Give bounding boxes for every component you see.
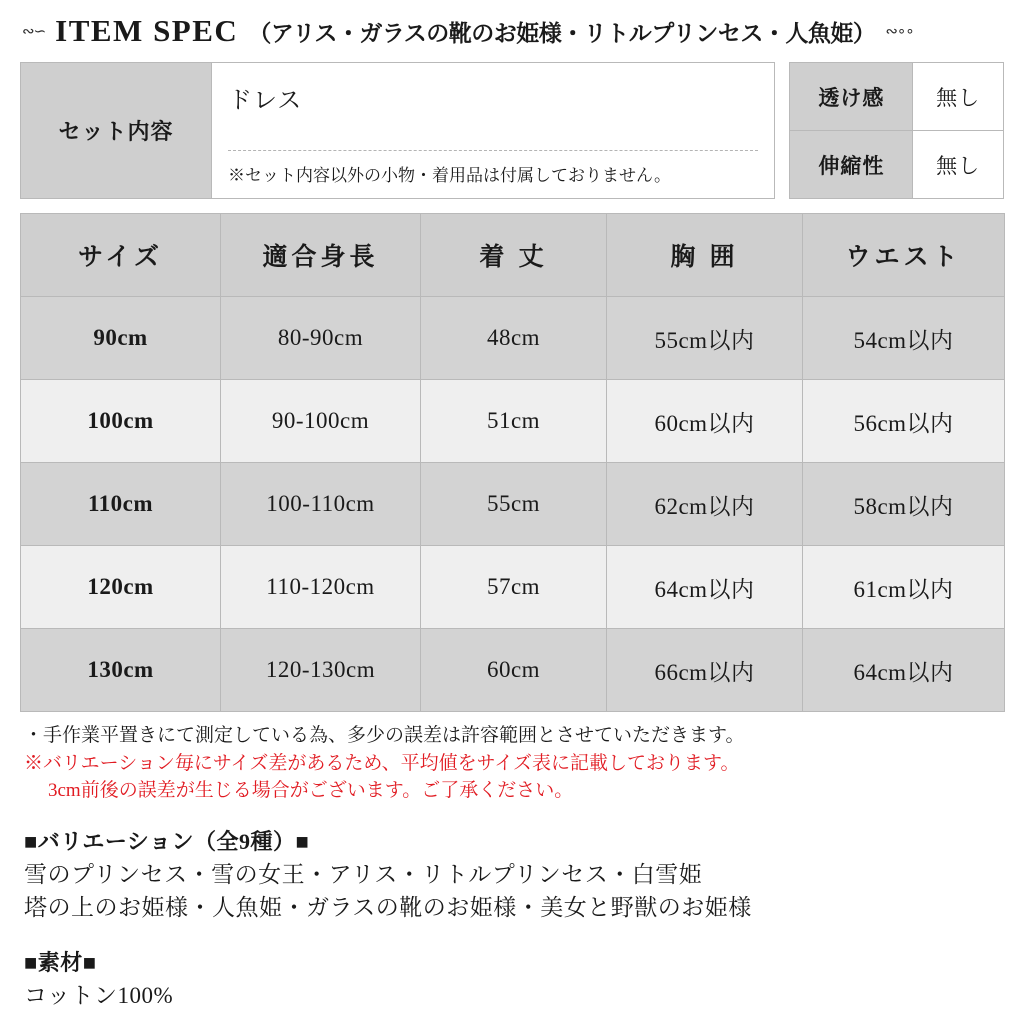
- page-subtitle: （アリス・ガラスの靴のお姫様・リトルプリンセス・人魚姫）: [248, 20, 876, 46]
- bust-cell: 64cm以内: [607, 546, 803, 629]
- ornament-left-icon: ∾∽: [22, 21, 46, 40]
- size-table-header-length: 着 丈: [421, 214, 607, 297]
- table-row: [21, 63, 775, 199]
- size-table-header-size: サイズ: [21, 214, 221, 297]
- height-cell: 110-120cm: [221, 546, 421, 629]
- material-line-1: コットン100%: [24, 983, 174, 1009]
- height-cell: 90-100cm: [221, 380, 421, 463]
- size-table-header-height: 適合身長: [221, 214, 421, 297]
- size-cell: 130cm: [21, 629, 221, 712]
- size-table-header-bust: 胸 囲: [607, 214, 803, 297]
- properties-table: [789, 62, 1004, 199]
- note-variation-average: ※バリエーション毎にサイズ差があるため、平均値をサイズ表に記載しております。: [24, 752, 740, 774]
- size-table-header-waist: ウエスト: [803, 214, 1005, 297]
- height-cell: 120-130cm: [221, 629, 421, 712]
- bust-cell: 62cm以内: [607, 463, 803, 546]
- size-cell: 120cm: [21, 546, 221, 629]
- height-cell: 80-90cm: [221, 297, 421, 380]
- set-contents-body: [212, 63, 775, 199]
- note-measurement-tolerance: ・手作業平置きにて測定している為、多少の誤差は許容範囲とさせていただきます。: [24, 725, 745, 746]
- set-contents-note: ※セット内容以外の小物・着用品は付属しておりません。: [228, 150, 758, 186]
- spec-top-block: [20, 62, 1004, 199]
- set-contents-item: ドレス: [228, 87, 303, 114]
- table-row: [790, 131, 1004, 199]
- material-section: [20, 946, 1004, 1012]
- table-row: [21, 297, 1005, 380]
- table-row: [21, 629, 1005, 712]
- length-cell: 51cm: [421, 380, 607, 463]
- length-cell: 60cm: [421, 629, 607, 712]
- page-header: [20, 0, 1004, 62]
- bust-cell: 55cm以内: [607, 297, 803, 380]
- length-cell: 55cm: [421, 463, 607, 546]
- variation-line-2: 塔の上のお姫様・人魚姫・ガラスの靴のお姫様・美女と野獣のお姫様: [24, 894, 752, 920]
- size-cell: 110cm: [21, 463, 221, 546]
- table-row: [21, 546, 1005, 629]
- table-row: [790, 63, 1004, 131]
- waist-cell: 56cm以内: [803, 380, 1005, 463]
- page-title: ITEM SPEC: [55, 13, 239, 48]
- length-cell: 48cm: [421, 297, 607, 380]
- note-variation-tolerance: 3cm前後の誤差が生じる場合がございます。ご了承ください。: [48, 780, 574, 802]
- set-contents-label: セット内容: [21, 63, 212, 199]
- variation-line-1: 雪のプリンセス・雪の女王・アリス・リトルプリンセス・白雪姫: [24, 861, 703, 887]
- variation-heading: ■バリエーション（全9種）■: [24, 828, 310, 854]
- variation-section: [20, 825, 1004, 925]
- table-row: [21, 463, 1005, 546]
- bust-cell: 66cm以内: [607, 629, 803, 712]
- size-cell: 100cm: [21, 380, 221, 463]
- waist-cell: 64cm以内: [803, 629, 1005, 712]
- length-cell: 57cm: [421, 546, 607, 629]
- ornament-right-icon: ∾∘∘: [885, 21, 914, 40]
- waist-cell: 58cm以内: [803, 463, 1005, 546]
- waist-cell: 61cm以内: [803, 546, 1005, 629]
- size-table-header-row: [21, 214, 1005, 297]
- measurement-notes: [20, 722, 1004, 805]
- property-label-sheerness: 透け感: [790, 63, 913, 131]
- height-cell: 100-110cm: [221, 463, 421, 546]
- bust-cell: 60cm以内: [607, 380, 803, 463]
- size-table: [20, 213, 1005, 712]
- size-cell: 90cm: [21, 297, 221, 380]
- table-row: [21, 380, 1005, 463]
- set-contents-table: [20, 62, 775, 199]
- material-heading: ■素材■: [24, 950, 97, 976]
- property-value-stretch: 無し: [913, 131, 1004, 199]
- waist-cell: 54cm以内: [803, 297, 1005, 380]
- property-label-stretch: 伸縮性: [790, 131, 913, 199]
- property-value-sheerness: 無し: [913, 63, 1004, 131]
